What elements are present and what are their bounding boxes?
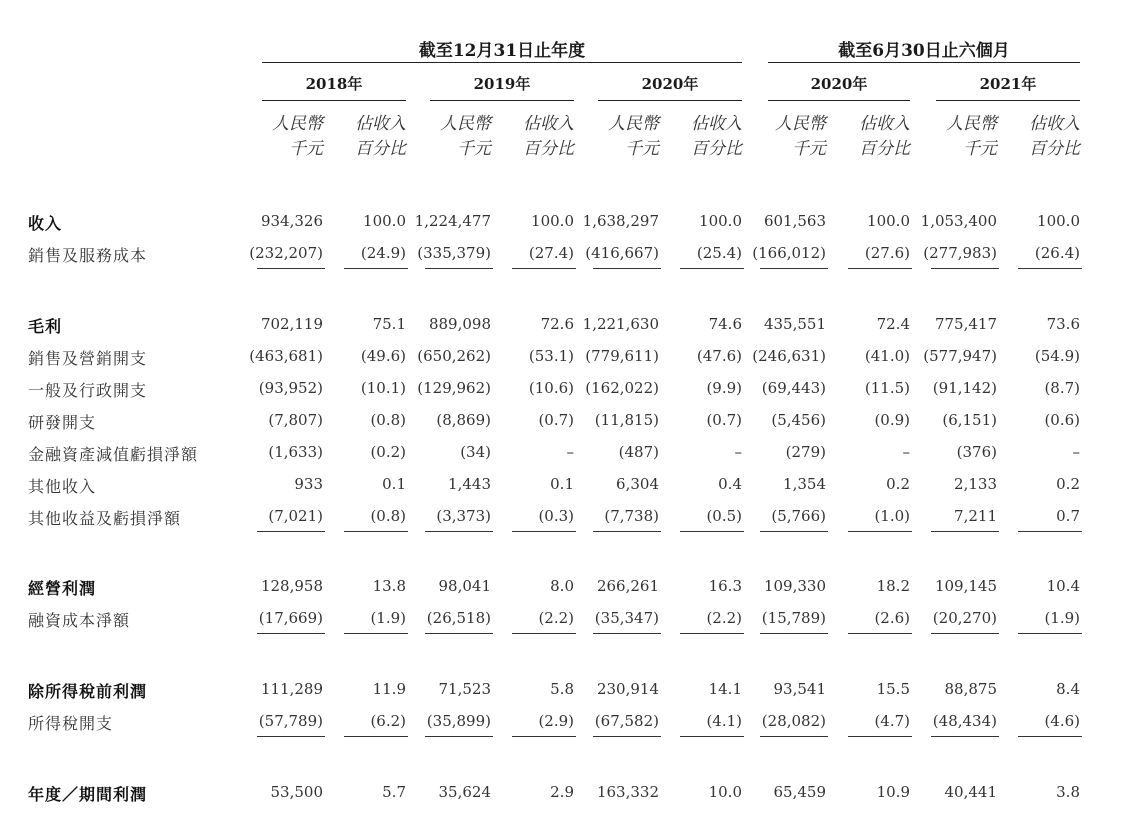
- cell-amount: 889,098: [428, 315, 491, 333]
- unit-header-percent: 佔收入 百分比: [1029, 114, 1080, 159]
- unit-header-rmb: 人民幣 千元: [440, 114, 491, 159]
- cell-percent: (4.6): [1044, 712, 1080, 730]
- cell-percent: (1.0): [874, 507, 910, 525]
- subtotal-rule: [931, 531, 999, 532]
- cell-percent: –: [1072, 443, 1080, 461]
- cell-amount: 934,326: [260, 212, 323, 230]
- cell-percent: (27.4): [528, 244, 574, 262]
- subtotal-rule: [1018, 633, 1082, 634]
- cell-amount: (6,151): [942, 411, 997, 429]
- subtotal-rule: [593, 268, 661, 269]
- cell-amount: (335,379): [417, 244, 491, 262]
- cell-percent: (6.2): [370, 712, 406, 730]
- cell-percent: (9.9): [706, 379, 742, 397]
- cell-amount: 109,330: [763, 577, 826, 595]
- year-header-line: [262, 100, 406, 101]
- subtotal-rule: [680, 531, 744, 532]
- cell-amount: (277,983): [923, 244, 997, 262]
- year-header: 2020年: [810, 75, 868, 93]
- cell-percent: (8.7): [1044, 379, 1080, 397]
- cell-percent: (10.6): [528, 379, 574, 397]
- cell-amount: 71,523: [438, 680, 491, 698]
- subtotal-rule: [931, 268, 999, 269]
- cell-amount: (7,807): [268, 411, 323, 429]
- cell-amount: 7,211: [954, 507, 997, 525]
- cell-amount: (5,766): [771, 507, 826, 525]
- cell-amount: (463,681): [249, 347, 323, 365]
- subtotal-rule: [425, 736, 493, 737]
- cell-percent: 5.7: [382, 783, 406, 801]
- subtotal-rule: [257, 268, 325, 269]
- cell-percent: (0.6): [1044, 411, 1080, 429]
- subtotal-rule: [257, 736, 325, 737]
- subtotal-rule: [1018, 268, 1082, 269]
- period-header-year-end: 截至12月31日止年度: [418, 41, 586, 61]
- cell-amount: (26,518): [426, 609, 491, 627]
- cell-amount: (7,021): [268, 507, 323, 525]
- cell-amount: (34): [460, 443, 491, 461]
- cell-amount: (11,815): [594, 411, 659, 429]
- subtotal-rule: [848, 268, 912, 269]
- cell-percent: (0.8): [370, 411, 406, 429]
- cell-percent: (53.1): [528, 347, 574, 365]
- cell-percent: 0.2: [1056, 475, 1080, 493]
- subtotal-rule: [344, 268, 408, 269]
- cell-percent: 3.8: [1056, 783, 1080, 801]
- subtotal-rule: [512, 633, 576, 634]
- cell-percent: 8.4: [1056, 680, 1080, 698]
- cell-percent: (0.9): [874, 411, 910, 429]
- cell-percent: (4.1): [706, 712, 742, 730]
- cell-percent: 10.4: [1046, 577, 1080, 595]
- cell-amount: 1,053,400: [920, 212, 997, 230]
- cell-amount: 98,041: [438, 577, 491, 595]
- period-header-line: [262, 62, 742, 63]
- subtotal-rule: [1018, 531, 1082, 532]
- cell-amount: (17,669): [258, 609, 323, 627]
- cell-percent: 100.0: [363, 212, 406, 230]
- cell-percent: 0.7: [1056, 507, 1080, 525]
- unit-header-rmb: 人民幣 千元: [272, 114, 323, 159]
- row-label: 除所得稅前利潤: [28, 682, 148, 701]
- year-header-line: [598, 100, 742, 101]
- cell-amount: 40,441: [944, 783, 997, 801]
- cell-amount: 109,145: [934, 577, 997, 595]
- cell-amount: 601,563: [763, 212, 826, 230]
- subtotal-rule: [760, 736, 828, 737]
- cell-amount: (162,022): [585, 379, 659, 397]
- cell-amount: (28,082): [761, 712, 826, 730]
- cell-percent: 0.2: [886, 475, 910, 493]
- cell-percent: (2.9): [538, 712, 574, 730]
- cell-amount: (35,347): [594, 609, 659, 627]
- cell-percent: (26.4): [1034, 244, 1080, 262]
- cell-percent: 13.8: [372, 577, 406, 595]
- cell-percent: 10.0: [708, 783, 742, 801]
- subtotal-rule: [931, 633, 999, 634]
- subtotal-rule: [257, 633, 325, 634]
- cell-percent: (2.6): [874, 609, 910, 627]
- row-label: 經營利潤: [28, 579, 97, 598]
- subtotal-rule: [848, 633, 912, 634]
- subtotal-rule: [593, 736, 661, 737]
- cell-amount: 128,958: [260, 577, 323, 595]
- cell-percent: (25.4): [696, 244, 742, 262]
- subtotal-rule: [760, 531, 828, 532]
- cell-amount: (3,373): [436, 507, 491, 525]
- cell-percent: –: [566, 443, 574, 461]
- cell-percent: 11.9: [372, 680, 406, 698]
- cell-percent: 16.3: [708, 577, 742, 595]
- cell-percent: 10.9: [876, 783, 910, 801]
- cell-amount: 230,914: [596, 680, 659, 698]
- cell-amount: (8,869): [436, 411, 491, 429]
- unit-header-percent: 佔收入 百分比: [523, 114, 574, 159]
- subtotal-rule: [680, 633, 744, 634]
- subtotal-rule: [680, 736, 744, 737]
- row-label: 融資成本淨額: [28, 611, 131, 630]
- subtotal-rule: [512, 268, 576, 269]
- cell-percent: 75.1: [372, 315, 406, 333]
- subtotal-rule: [257, 531, 325, 532]
- subtotal-rule: [344, 531, 408, 532]
- cell-percent: 0.4: [718, 475, 742, 493]
- cell-amount: (232,207): [249, 244, 323, 262]
- cell-amount: (20,270): [932, 609, 997, 627]
- cell-amount: (246,631): [752, 347, 826, 365]
- cell-percent: –: [902, 443, 910, 461]
- cell-percent: (49.6): [360, 347, 406, 365]
- cell-percent: 18.2: [876, 577, 910, 595]
- cell-percent: 100.0: [699, 212, 742, 230]
- row-label: 一般及行政開支: [28, 381, 148, 400]
- cell-percent: (2.2): [538, 609, 574, 627]
- subtotal-rule: [848, 531, 912, 532]
- period-header-line: [768, 62, 1080, 63]
- cell-amount: (69,443): [761, 379, 826, 397]
- subtotal-rule: [760, 633, 828, 634]
- cell-percent: (0.7): [706, 411, 742, 429]
- cell-amount: 53,500: [270, 783, 323, 801]
- cell-percent: (24.9): [360, 244, 406, 262]
- cell-percent: (0.5): [706, 507, 742, 525]
- row-label: 其他收入: [28, 477, 97, 496]
- cell-amount: (7,738): [604, 507, 659, 525]
- cell-amount: 88,875: [944, 680, 997, 698]
- cell-percent: (1.9): [370, 609, 406, 627]
- row-label: 研發開支: [28, 413, 97, 432]
- cell-amount: 775,417: [934, 315, 997, 333]
- subtotal-rule: [1018, 736, 1082, 737]
- subtotal-rule: [425, 268, 493, 269]
- year-header-line: [430, 100, 574, 101]
- row-label: 銷售及服務成本: [28, 246, 148, 265]
- unit-header-rmb: 人民幣 千元: [946, 114, 997, 159]
- cell-amount: (416,667): [585, 244, 659, 262]
- unit-header-percent: 佔收入 百分比: [859, 114, 910, 159]
- unit-header-percent: 佔收入 百分比: [355, 114, 406, 159]
- row-label: 年度／期間利潤: [28, 785, 148, 804]
- cell-percent: (4.7): [874, 712, 910, 730]
- cell-amount: (91,142): [932, 379, 997, 397]
- cell-percent: 73.6: [1046, 315, 1080, 333]
- cell-percent: (0.7): [538, 411, 574, 429]
- cell-amount: 266,261: [596, 577, 659, 595]
- cell-amount: 2,133: [954, 475, 997, 493]
- cell-amount: (376): [956, 443, 997, 461]
- cell-amount: 65,459: [773, 783, 826, 801]
- row-label: 收入: [28, 214, 63, 233]
- cell-amount: (650,262): [417, 347, 491, 365]
- cell-amount: 93,541: [773, 680, 826, 698]
- cell-amount: (487): [618, 443, 659, 461]
- cell-percent: (2.2): [706, 609, 742, 627]
- cell-percent: 74.6: [708, 315, 742, 333]
- cell-percent: 14.1: [708, 680, 742, 698]
- year-header: 2019年: [473, 75, 531, 93]
- unit-header-percent: 佔收入 百分比: [691, 114, 742, 159]
- subtotal-rule: [425, 531, 493, 532]
- cell-percent: (0.8): [370, 507, 406, 525]
- cell-percent: (1.9): [1044, 609, 1080, 627]
- cell-percent: 0.1: [382, 475, 406, 493]
- cell-percent: (54.9): [1034, 347, 1080, 365]
- subtotal-rule: [931, 736, 999, 737]
- cell-amount: (5,456): [771, 411, 826, 429]
- cell-amount: (129,962): [417, 379, 491, 397]
- subtotal-rule: [760, 268, 828, 269]
- cell-amount: (1,633): [268, 443, 323, 461]
- year-header: 2021年: [979, 75, 1037, 93]
- subtotal-rule: [344, 633, 408, 634]
- cell-amount: 1,443: [448, 475, 491, 493]
- cell-amount: 1,224,477: [414, 212, 491, 230]
- cell-amount: (577,947): [923, 347, 997, 365]
- subtotal-rule: [425, 633, 493, 634]
- cell-percent: 72.4: [876, 315, 910, 333]
- cell-amount: (93,952): [258, 379, 323, 397]
- cell-amount: 1,354: [783, 475, 826, 493]
- cell-amount: 1,638,297: [582, 212, 659, 230]
- cell-amount: (166,012): [752, 244, 826, 262]
- unit-header-rmb: 人民幣 千元: [775, 114, 826, 159]
- cell-amount: (48,434): [932, 712, 997, 730]
- cell-amount: (67,582): [594, 712, 659, 730]
- cell-percent: 0.1: [550, 475, 574, 493]
- cell-amount: (779,611): [585, 347, 659, 365]
- year-header-line: [936, 100, 1080, 101]
- subtotal-rule: [593, 633, 661, 634]
- row-label: 毛利: [28, 317, 63, 336]
- cell-amount: 435,551: [763, 315, 826, 333]
- cell-percent: –: [734, 443, 742, 461]
- cell-amount: (57,789): [258, 712, 323, 730]
- cell-percent: (27.6): [864, 244, 910, 262]
- subtotal-rule: [680, 268, 744, 269]
- period-header-six-months: 截至6月30日止六個月: [838, 41, 1010, 61]
- cell-amount: 1,221,630: [582, 315, 659, 333]
- subtotal-rule: [848, 736, 912, 737]
- cell-percent: (0.3): [538, 507, 574, 525]
- subtotal-rule: [512, 736, 576, 737]
- unit-header-rmb: 人民幣 千元: [608, 114, 659, 159]
- row-label: 銷售及營銷開支: [28, 349, 148, 368]
- cell-amount: (35,899): [426, 712, 491, 730]
- cell-amount: 35,624: [438, 783, 491, 801]
- cell-percent: 5.8: [550, 680, 574, 698]
- subtotal-rule: [344, 736, 408, 737]
- cell-percent: 72.6: [540, 315, 574, 333]
- row-label: 金融資產減值虧損淨額: [28, 445, 199, 464]
- cell-amount: 933: [294, 475, 323, 493]
- year-header: 2018年: [305, 75, 363, 93]
- cell-percent: (47.6): [696, 347, 742, 365]
- cell-amount: 6,304: [616, 475, 659, 493]
- subtotal-rule: [593, 531, 661, 532]
- cell-amount: 702,119: [260, 315, 323, 333]
- year-header: 2020年: [641, 75, 699, 93]
- subtotal-rule: [512, 531, 576, 532]
- cell-percent: 100.0: [531, 212, 574, 230]
- cell-percent: 100.0: [1037, 212, 1080, 230]
- cell-percent: (10.1): [360, 379, 406, 397]
- cell-percent: (0.2): [370, 443, 406, 461]
- year-header-line: [768, 100, 910, 101]
- cell-percent: (41.0): [864, 347, 910, 365]
- cell-amount: (15,789): [761, 609, 826, 627]
- cell-percent: (11.5): [864, 379, 910, 397]
- cell-percent: 8.0: [550, 577, 574, 595]
- cell-amount: (279): [785, 443, 826, 461]
- cell-percent: 2.9: [550, 783, 574, 801]
- cell-percent: 15.5: [876, 680, 910, 698]
- cell-amount: 111,289: [260, 680, 323, 698]
- row-label: 所得稅開支: [28, 714, 114, 733]
- cell-percent: 100.0: [867, 212, 910, 230]
- row-label: 其他收益及虧損淨額: [28, 509, 182, 528]
- cell-amount: 163,332: [596, 783, 659, 801]
